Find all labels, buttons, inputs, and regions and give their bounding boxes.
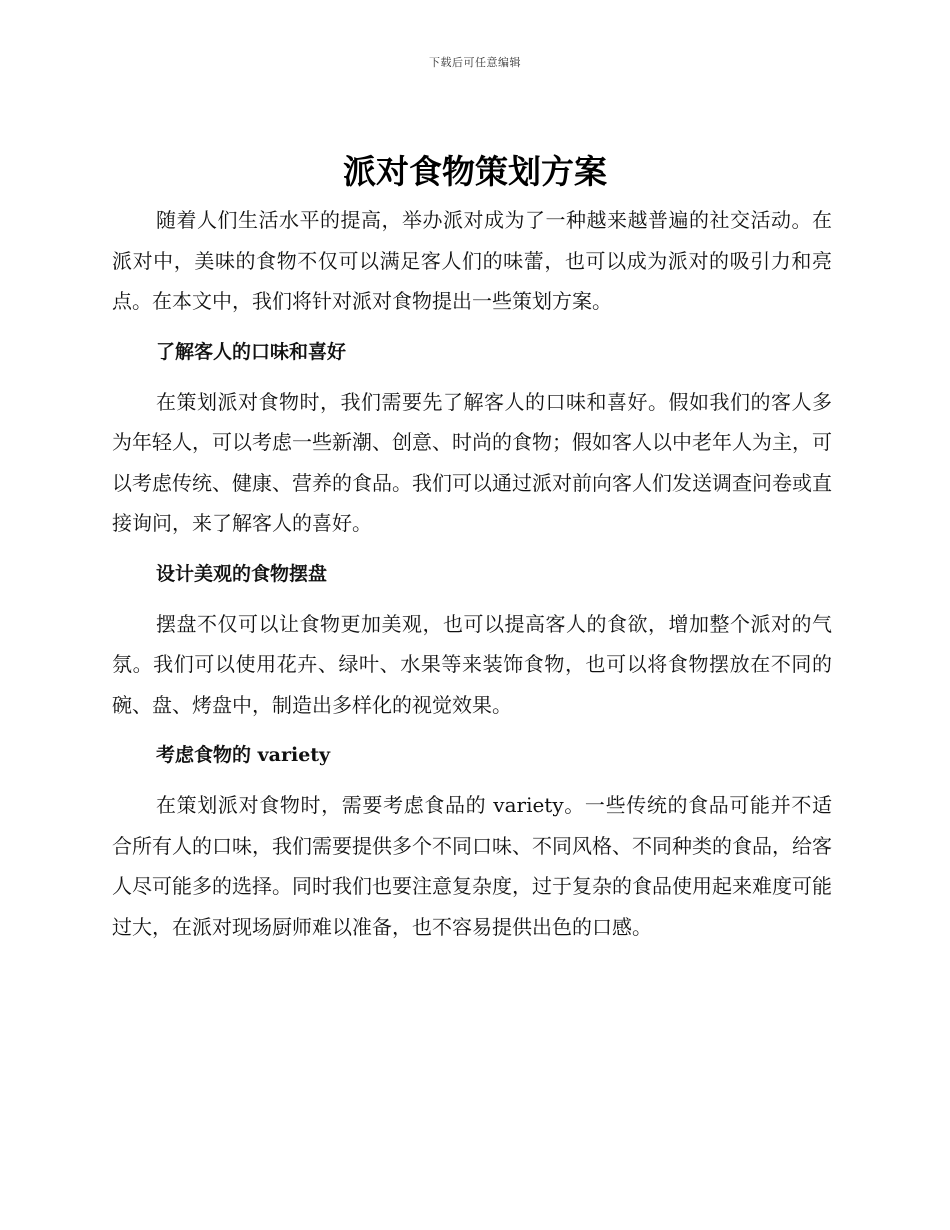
document-title: 派对食物策划方案	[343, 152, 607, 191]
section-body-variety: 在策划派对食物时，需要考虑食品的 variety。一些传统的食品可能并不适合所有人的口味，我们需要提供多个不同口味、不同风格、不同种类的食品，给客人尽可能多的选择。同时我们也要注意复杂度，过于复杂的食品使用起来难度可能过大，在派对现场厨师难以准备，也不容易提供出色的口感。	[112, 793, 832, 939]
section-heading-plating: 设计美观的食物摆盘	[156, 562, 328, 585]
document-body	[112, 200, 832, 947]
page-header-note: 下载后可任意编辑	[429, 56, 521, 69]
section-heading-variety: 考虑食物的 variety	[156, 744, 331, 766]
section-body-preferences: 在策划派对食物时，我们需要先了解客人的口味和喜好。假如我们的客人多为年轻人，可以考虑一些新潮、创意、时尚的食物；假如客人以中老年人为主，可以考虑传统、健康、营养的食品。我们可以通过派对前向客人们发送调查问卷或直接询问，来了解客人的喜好。	[112, 389, 832, 535]
section-heading-preferences: 了解客人的口味和喜好	[156, 340, 347, 363]
section-body-plating: 摆盘不仅可以让食物更加美观，也可以提高客人的食欲，增加整个派对的气氛。我们可以使用花卉、绿叶、水果等来装饰食物，也可以将食物摆放在不同的碗、盘、烤盘中，制造出多样化的视觉效果。	[112, 611, 832, 717]
intro-paragraph: 随着人们生活水平的提高，举办派对成为了一种越来越普遍的社交活动。在派对中，美味的食物不仅可以满足客人们的味蕾，也可以成为派对的吸引力和亮点。在本文中，我们将针对派对食物提出一些策划方案。	[112, 208, 832, 313]
